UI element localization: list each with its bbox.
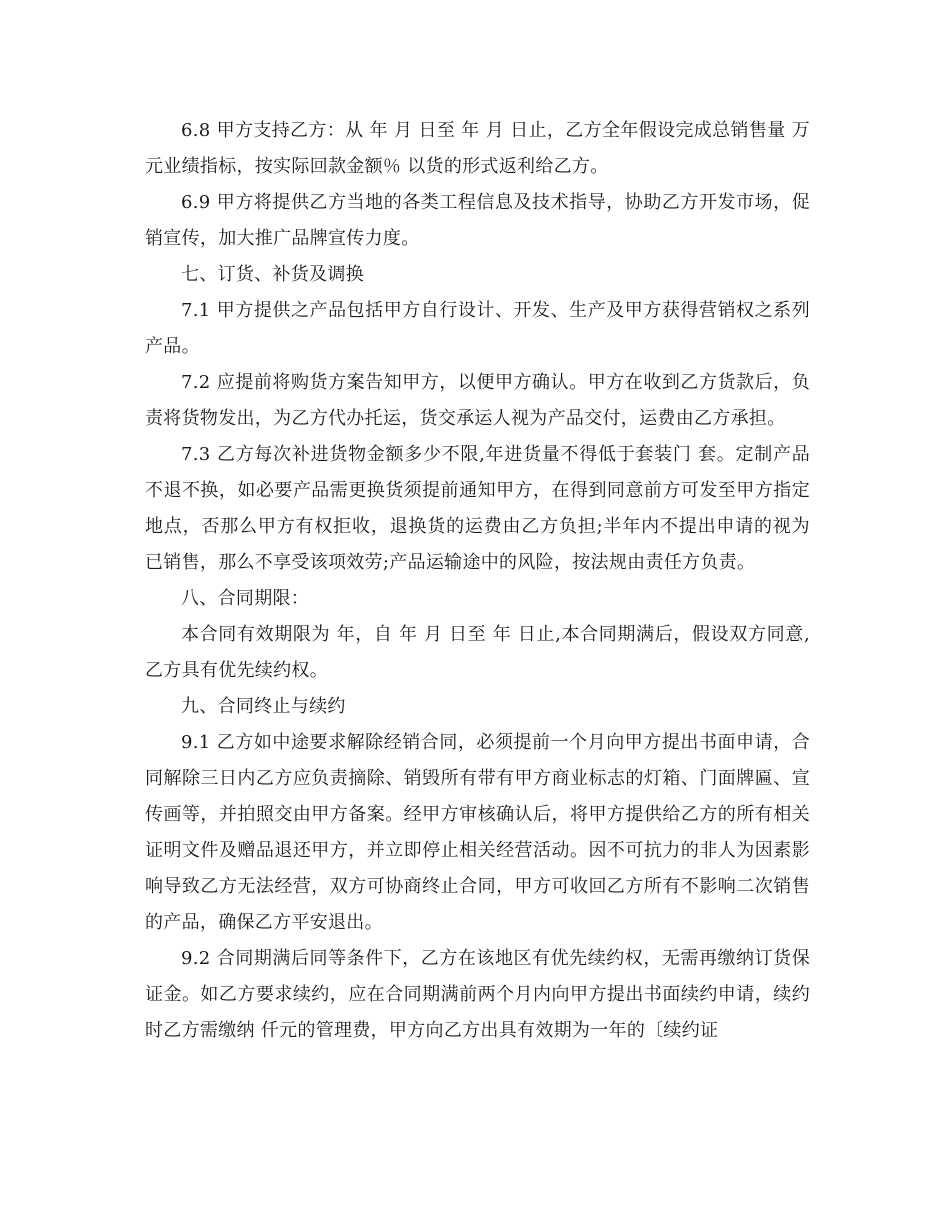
section-heading-9: 九、合同终止与续约 bbox=[181, 696, 346, 717]
paragraph-9-2: 9.2 合同期满后同等条件下，乙方在该地区有优先续约权，无需再缴纳订货保证金。如乙方要求续约，应在合同期满前两个月内向甲方提出书面续约申请，续约时乙方需缴纳 仟元的管理费，甲方向乙方出具有效期为一年的〔续约证 bbox=[145, 948, 810, 1041]
document-body bbox=[145, 113, 810, 1049]
paragraph-7-3: 7.3 乙方每次补进货物金额多少不限,年进货量不得低于套装门 套。定制产品不退不换，如必要产品需更换货须提前通知甲方，在得到同意前方可发至甲方指定地点，否那么甲方有权拒收，退换货的运费由乙方负担;半年内不提出申请的视为已销售，那么不享受该项效劳;产品运输途中的风险，按法规由责任方负责。 bbox=[145, 444, 810, 573]
paragraph-6-8: 6.8 甲方支持乙方：从 年 月 日至 年 月 日止，乙方全年假设完成总销售量 万元业绩指标，按实际回款金额％ 以货的形式返利给乙方。 bbox=[145, 120, 810, 177]
section-heading-7: 七、订货、补货及调换 bbox=[181, 264, 364, 285]
paragraph-8-term: 本合同有效期限为 年，自 年 月 日至 年 日止,本合同期满后，假设双方同意,乙方具有优先续约权。 bbox=[145, 624, 810, 681]
section-heading-8: 八、合同期限： bbox=[181, 588, 310, 609]
paragraph-7-2: 7.2 应提前将购货方案告知甲方，以便甲方确认。甲方在收到乙方货款后，负责将货物发出，为乙方代办托运，货交承运人视为产品交付，运费由乙方承担。 bbox=[145, 372, 810, 429]
paragraph-9-1: 9.1 乙方如中途要求解除经销合同，必须提前一个月向甲方提出书面申请，合同解除三日内乙方应负责摘除、销毁所有带有甲方商业标志的灯箱、门面牌匾、宣传画等，并拍照交由甲方备案。经甲方审核确认后，将甲方提供给乙方的所有相关证明文件及赠品退还甲方，并立即停止相关经营活动。因不可抗力的非人为因素影响导致乙方无法经营，双方可协商终止合同，甲方可收回乙方所有不影响二次销售的产品，确保乙方平安退出。 bbox=[145, 732, 810, 933]
paragraph-7-1: 7.1 甲方提供之产品包括甲方自行设计、开发、生产及甲方获得营销权之系列产品。 bbox=[145, 300, 810, 357]
paragraph-6-9: 6.9 甲方将提供乙方当地的各类工程信息及技术指导，协助乙方开发市场，促销宣传，加大推广品牌宣传力度。 bbox=[145, 192, 810, 249]
